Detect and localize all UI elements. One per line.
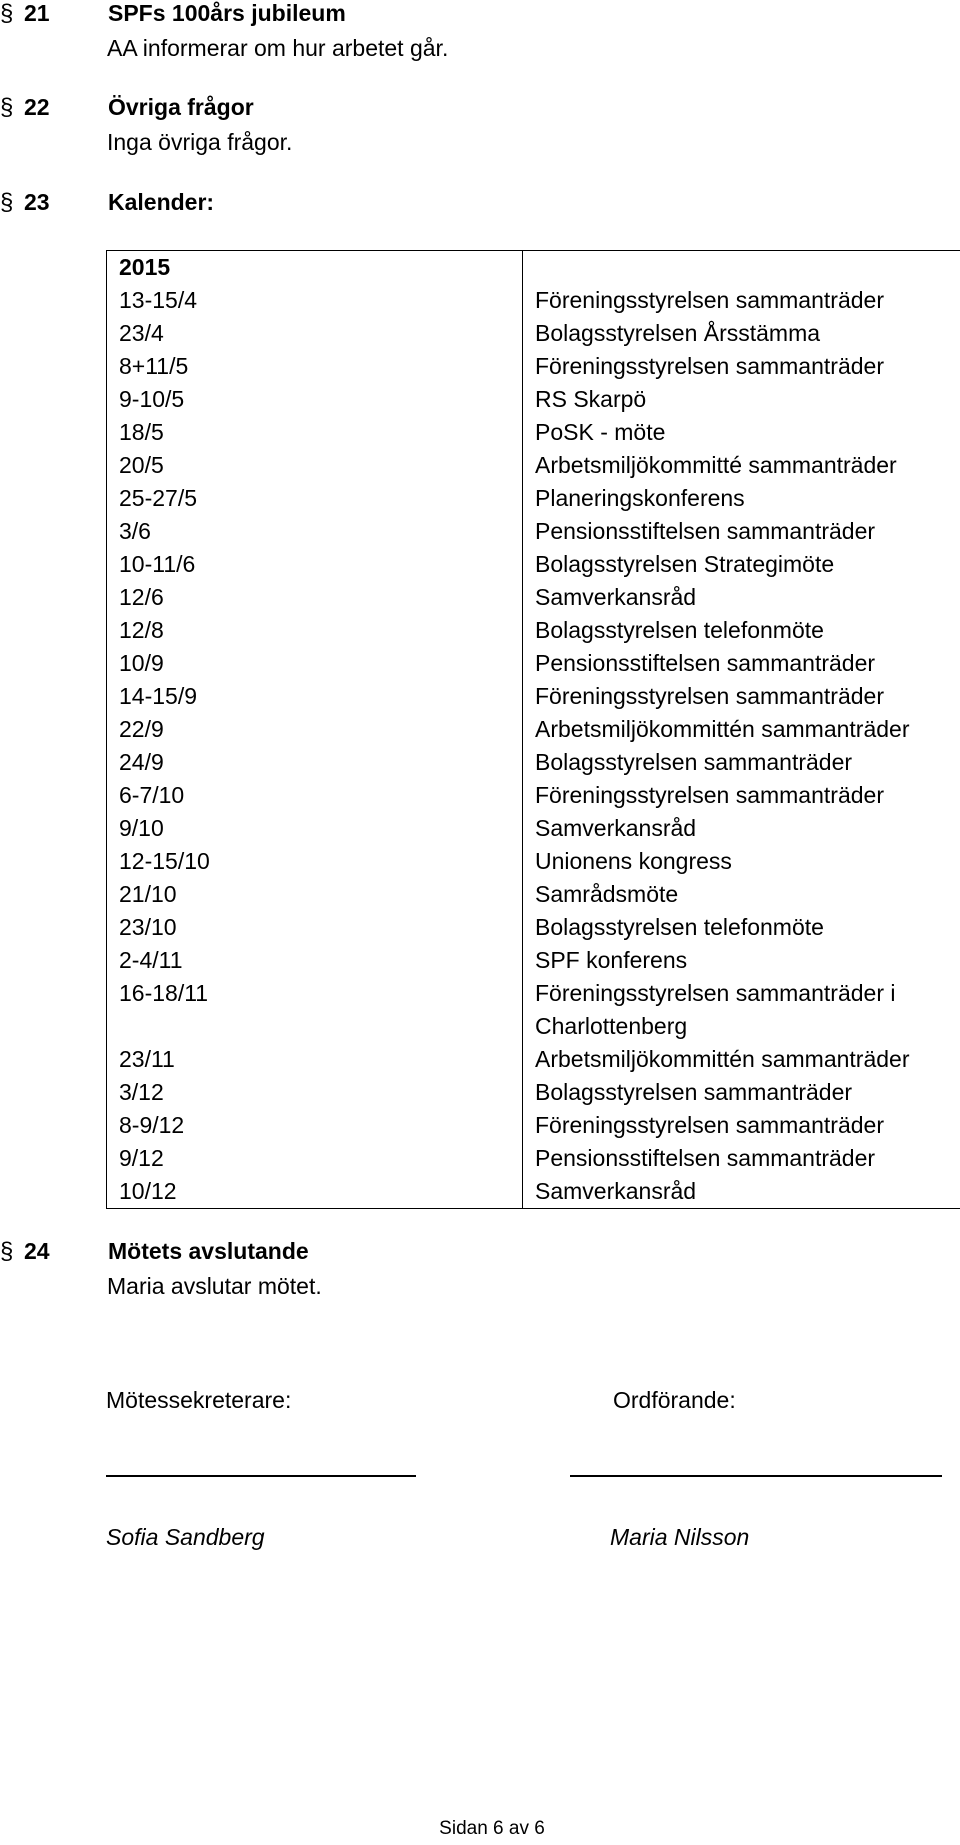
page-number: Sidan 6 av 6 xyxy=(439,1818,545,1839)
calendar-date: 12-15/10 xyxy=(119,848,210,874)
calendar-event: Föreningsstyrelsen sammanträder xyxy=(535,1112,884,1138)
section-number: 23 xyxy=(24,189,50,215)
section-title: Mötets avslutande xyxy=(108,1238,309,1264)
section-number: 24 xyxy=(24,1238,50,1264)
calendar-date: 12/8 xyxy=(119,617,164,643)
calendar-date: 20/5 xyxy=(119,452,164,478)
section-title: Kalender: xyxy=(108,189,215,215)
calendar-date: 21/10 xyxy=(119,881,177,907)
calendar-event: Pensionsstiftelsen sammanträder xyxy=(535,650,876,676)
chair-label: Ordförande: xyxy=(613,1387,736,1413)
calendar-event: Arbetsmiljökommittén sammanträder xyxy=(535,1046,910,1072)
calendar-date: 3/6 xyxy=(119,518,151,544)
section-body: AA informerar om hur arbetet går. xyxy=(107,35,449,61)
section-22 xyxy=(0,94,960,158)
calendar-date: 6-7/10 xyxy=(119,782,185,808)
calendar-date: 9/12 xyxy=(119,1145,164,1171)
section-body: Inga övriga frågor. xyxy=(107,129,293,155)
calendar-date: 8-9/12 xyxy=(119,1112,185,1138)
calendar-date: 23/11 xyxy=(119,1046,175,1072)
calendar-date: 8+11/5 xyxy=(119,353,189,379)
calendar-event: Samverkansråd xyxy=(535,584,697,610)
calendar-event: Föreningsstyrelsen sammanträder i xyxy=(535,980,896,1006)
secretary-name: Sofia Sandberg xyxy=(106,1524,265,1550)
calendar-date: 10/12 xyxy=(119,1178,177,1204)
section-title: Övriga frågor xyxy=(108,94,254,120)
calendar-event: Bolagsstyrelsen telefonmöte xyxy=(535,617,824,643)
calendar-date: 25-27/5 xyxy=(119,485,198,511)
section-number: 21 xyxy=(24,0,50,26)
calendar-event: Samverkansråd xyxy=(535,815,697,841)
calendar-date: 24/9 xyxy=(119,749,164,775)
section-number: 22 xyxy=(24,94,50,120)
calendar-event-continuation: Charlottenberg xyxy=(535,1013,688,1039)
calendar-event: Unionens kongress xyxy=(535,848,732,874)
calendar-date: 9-10/5 xyxy=(119,386,185,412)
section-21 xyxy=(0,0,960,64)
page-footer xyxy=(0,1818,960,1840)
calendar-event: Arbetsmiljökommittén sammanträder xyxy=(535,716,910,742)
chair-signature-line xyxy=(570,1475,942,1477)
calendar-event-column xyxy=(523,251,960,1209)
calendar-date: 14-15/9 xyxy=(119,683,198,709)
calendar-event: Föreningsstyrelsen sammanträder xyxy=(535,782,884,808)
calendar-date-column xyxy=(107,251,523,1209)
calendar-event: Pensionsstiftelsen sammanträder xyxy=(535,1145,876,1171)
calendar-event: Bolagsstyrelsen sammanträder xyxy=(535,749,853,775)
section-22-heading xyxy=(0,94,960,126)
calendar-date: 16-18/11 xyxy=(119,980,209,1006)
section-title: SPFs 100års jubileum xyxy=(108,0,346,26)
section-symbol: § xyxy=(0,1238,14,1265)
calendar-event: Arbetsmiljökommitté sammanträder xyxy=(535,452,897,478)
secretary-label: Mötessekreterare: xyxy=(106,1387,292,1413)
calendar-event: Samverkansråd xyxy=(535,1178,697,1204)
calendar-event: SPF konferens xyxy=(535,947,688,973)
calendar-event: PoSK - möte xyxy=(535,419,666,445)
calendar-date: 3/12 xyxy=(119,1079,164,1105)
calendar-date: 23/10 xyxy=(119,914,177,940)
calendar-date: 23/4 xyxy=(119,320,164,346)
section-symbol: § xyxy=(0,94,14,121)
calendar-event: Föreningsstyrelsen sammanträder xyxy=(535,683,884,709)
calendar-date: 22/9 xyxy=(119,716,164,742)
calendar-table xyxy=(106,250,960,1209)
calendar-date: 9/10 xyxy=(119,815,164,841)
calendar-date: 10-11/6 xyxy=(119,551,196,577)
calendar-year: 2015 xyxy=(119,254,171,280)
calendar-event: RS Skarpö xyxy=(535,386,647,412)
calendar-event: Bolagsstyrelsen Årsstämma xyxy=(535,320,821,346)
section-23 xyxy=(0,189,960,221)
section-symbol: § xyxy=(0,189,14,216)
calendar-event: Samrådsmöte xyxy=(535,881,679,907)
section-24 xyxy=(0,1238,960,1302)
chair-name: Maria Nilsson xyxy=(610,1524,750,1550)
section-23-heading xyxy=(0,189,960,221)
calendar-date: 10/9 xyxy=(119,650,164,676)
calendar-event: Pensionsstiftelsen sammanträder xyxy=(535,518,876,544)
calendar-event-spacer xyxy=(535,251,949,284)
section-body: Maria avslutar mötet. xyxy=(107,1273,322,1299)
secretary-signature-line xyxy=(106,1475,416,1477)
calendar-event: Bolagsstyrelsen sammanträder xyxy=(535,1079,853,1105)
calendar-event: Föreningsstyrelsen sammanträder xyxy=(535,287,884,313)
section-24-heading xyxy=(0,1238,960,1270)
calendar-event: Planeringskonferens xyxy=(535,485,745,511)
calendar-date: 13-15/4 xyxy=(119,287,198,313)
calendar-date-spacer xyxy=(119,1010,510,1043)
calendar-row xyxy=(107,251,960,1209)
calendar-date: 2-4/11 xyxy=(119,947,183,973)
calendar-event: Bolagsstyrelsen telefonmöte xyxy=(535,914,824,940)
calendar-date: 12/6 xyxy=(119,584,164,610)
section-21-heading xyxy=(0,0,960,32)
calendar-event: Bolagsstyrelsen Strategimöte xyxy=(535,551,835,577)
section-symbol: § xyxy=(0,0,14,27)
calendar-date: 18/5 xyxy=(119,419,164,445)
calendar-event: Föreningsstyrelsen sammanträder xyxy=(535,353,884,379)
